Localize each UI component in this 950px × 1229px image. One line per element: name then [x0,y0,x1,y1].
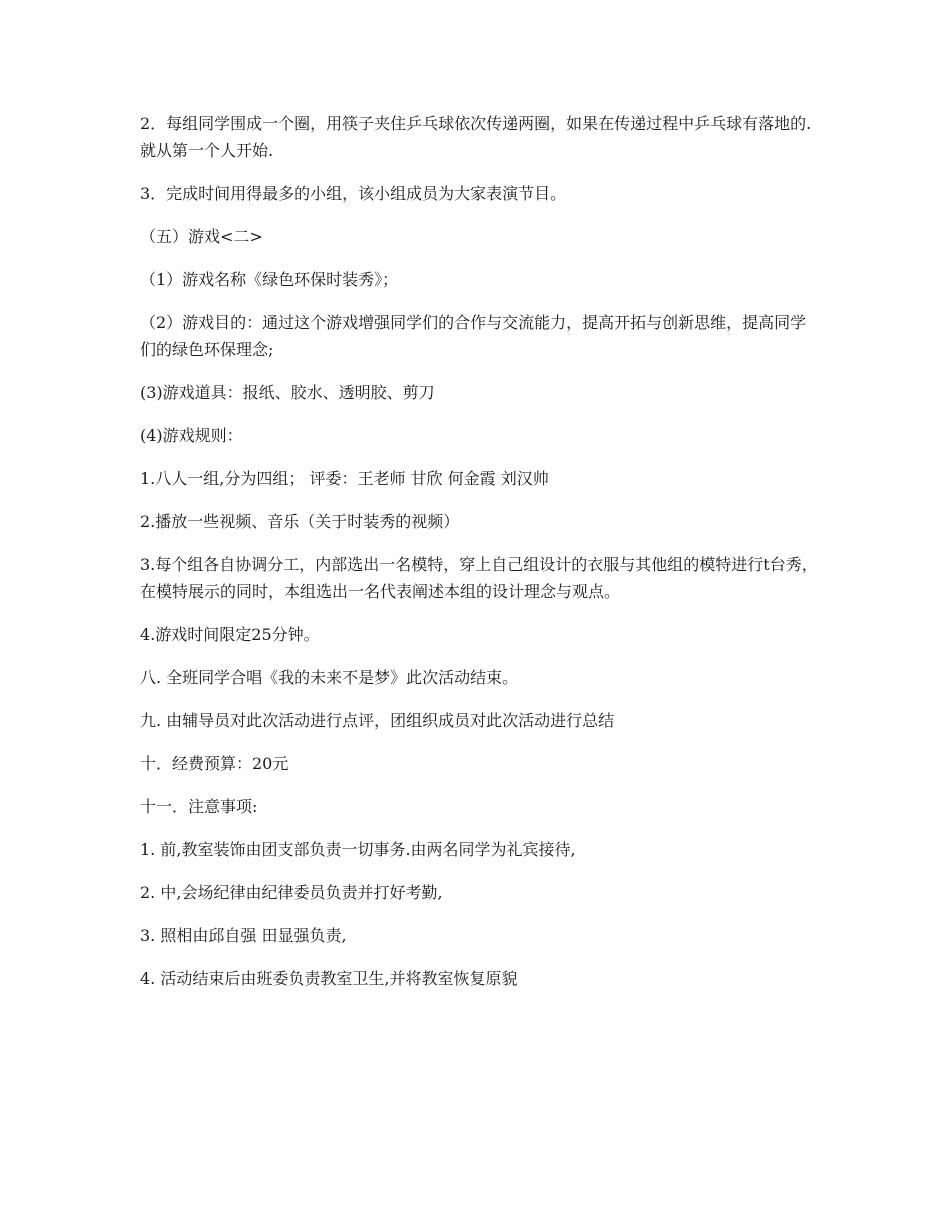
paragraph: 2．每组同学围成一个圈，用筷子夹住乒乓球依次传递两圈，如果在传递过程中乒乓球有落地的.就从第一个人开始. [140,114,812,160]
section-heading: 十一．注意事项: [140,797,258,816]
paragraph: 4.游戏时间限定25分钟。 [140,625,320,644]
paragraph: 3．完成时间用得最多的小组，该小组成员为大家表演节目。 [140,184,567,203]
section-heading: 九. 由辅导员对此次活动进行点评，团组织成员对此次活动进行总结 [140,711,615,730]
section-heading: 十．经费预算：20元 [140,754,289,773]
paragraph: 2.播放一些视频、音乐（关于时装秀的视频） [140,512,460,531]
paragraph: 3.每个组各自协调分工，内部选出一名模特，穿上自己组设计的衣服与其他组的模特进行t台秀，在模特展示的同时，本组选出一名代表阐述本组的设计理念与观点。 [140,555,818,601]
list-item: 2. 中,会场纪律由纪律委员负责并打好考勤, [140,883,443,902]
section-heading: 八. 全班同学合唱《我的未来不是梦》此次活动结束。 [140,668,519,687]
list-item: 1. 前,教室装饰由团支部负责一切事务.由两名同学为礼宾接待, [140,840,576,859]
paragraph: （1）游戏名称《绿色环保时装秀》； [140,270,399,289]
paragraph: （2）游戏目的：通过这个游戏增强同学们的合作与交流能力，提高开拓与创新思维，提高同学们的绿色环保理念; [140,313,807,359]
list-item: 3. 照相由邱自强 田显强负责, [140,926,347,945]
paragraph: 1.八人一组,分为四组； 评委：王老师 甘欣 何金霞 刘汉帅 [140,469,549,488]
paragraph: (4)游戏规则： [140,426,243,445]
section-heading: （五）游戏<二> [140,227,263,246]
document-body [140,110,820,1008]
list-item: 4. 活动结束后由班委负责教室卫生,并将教室恢复原貌 [140,969,518,988]
paragraph: (3)游戏道具：报纸、胶水、透明胶、剪刀 [140,383,435,402]
